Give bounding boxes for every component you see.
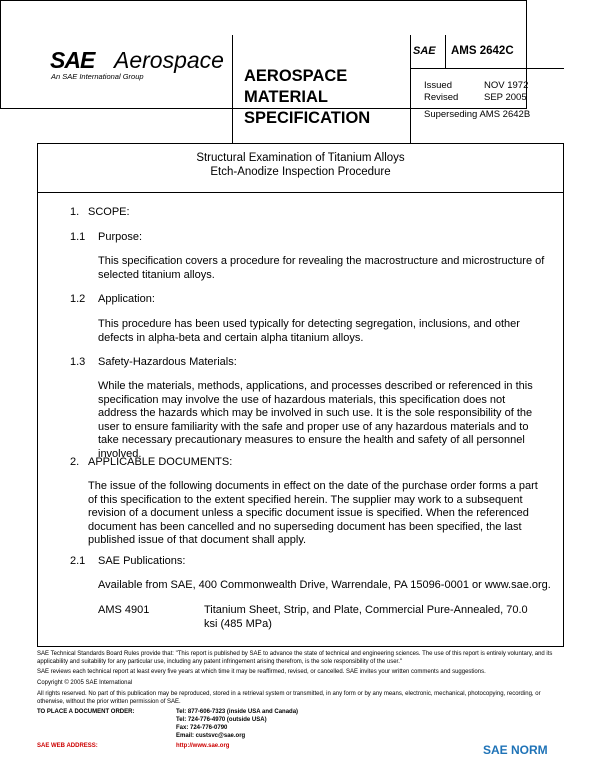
order-fax: Fax: 724-776-0790 — [176, 725, 228, 731]
section-1-title: SCOPE: — [88, 206, 130, 218]
revised-label: Revised — [424, 92, 459, 103]
issued-label: Issued — [424, 80, 452, 91]
revised-value: SEP 2005 — [484, 92, 527, 103]
spec-title-line-1: AEROSPACE — [244, 67, 348, 85]
title-separator — [37, 143, 564, 144]
aerospace-logo-text: Aerospace — [114, 47, 224, 73]
sae-norm-logo: SAE NORM — [483, 743, 548, 757]
footer-review: SAE reviews each technical report at least every five years at which time it may be reaffirmed, revised, or cancelled. SAE invites your written comments and suggestions. — [37, 669, 486, 675]
section-1-2-title: Application: — [98, 293, 155, 305]
doc-title-line-1: Structural Examination of Titanium Alloys — [196, 152, 405, 164]
footer-rules: SAE Technical Standards Board Rules provide that: "This report is published by SAE to advance the state of technical and engineering sciences. The use of this report is entirely voluntary, and its applicability and suitability for any particular use, including any patent infringement arising therefrom, is the sole responsibility of the user." — [37, 651, 553, 665]
section-1-1-title: Purpose: — [98, 231, 143, 243]
body-separator — [37, 192, 564, 193]
spec-title-line-3: SPECIFICATION — [244, 109, 371, 127]
web-address-label: SAE WEB ADDRESS: — [37, 743, 98, 749]
section-1-2-number: 1.2 — [70, 293, 86, 305]
sae-logo: SAE — [50, 47, 95, 73]
section-1-3-title: Safety-Hazardous Materials: — [98, 356, 237, 368]
spec-title-line-2: MATERIAL — [244, 88, 329, 106]
section-1-number: 1. — [70, 206, 80, 218]
footer-rights: All rights reserved. No part of this publication may be reproduced, stored in a retrieval system or transmitted, in any form or by any means, electronic, mechanical, photocopying, recording, or otherwise, without the prior written permission of SAE. — [37, 691, 541, 705]
logo-subtitle: An SAE International Group — [51, 72, 144, 81]
right-border — [563, 143, 564, 646]
spec-title — [244, 66, 370, 129]
section-2-title: APPLICABLE DOCUMENTS: — [88, 456, 233, 468]
section-2-1-number: 2.1 — [70, 555, 86, 567]
header-divider-4 — [410, 68, 564, 69]
section-2-1-text: Available from SAE, 400 Commonwealth Drive, Warrendale, PA 15096-0001 or www.sae.org. — [98, 579, 551, 591]
section-2-number: 2. — [70, 456, 80, 468]
order-phone-usa: Tel: 877-606-7323 (inside USA and Canada) — [176, 709, 299, 715]
footer-copyright: Copyright © 2005 SAE International — [37, 680, 133, 686]
footer-separator — [37, 646, 564, 647]
order-email[interactable]: Email: custsvc@sae.org — [176, 733, 246, 739]
ams-number: AMS 2642C — [451, 45, 514, 57]
left-border — [37, 143, 38, 646]
section-1-2-text: This procedure has been used typically for detecting segregation, inclusions, and other defects in alpha-beta and certain alpha titanium alloys. — [98, 318, 520, 344]
doc-title-line-2: Etch-Anodize Inspection Procedure — [210, 166, 391, 178]
web-address-link[interactable]: http://www.sae.org — [176, 743, 230, 749]
header-divider-3 — [445, 35, 446, 68]
reference-id: AMS 4901 — [98, 604, 150, 616]
section-1-3-number: 1.3 — [70, 356, 86, 368]
section-1-1-text: This specification covers a procedure for revealing the macrostructure and microstructure of selected titanium alloys. — [98, 255, 545, 281]
sae-mini-logo: SAE — [413, 45, 436, 57]
issued-value: NOV 1972 — [484, 80, 529, 91]
header-divider-1 — [232, 35, 233, 144]
section-1-3-text: While the materials, methods, applications, and processes described or referenced in this specification may involve the use of hazardous materials, this specification does not address the hazards which may be involved in such use. It is the sole responsibility of the user to ensure familiarity with the safe and proper use of any hazardous materials and to take necessary precautionary measures to ensure the health and safety of all personnel involved. — [98, 380, 533, 460]
section-1-1-number: 1.1 — [70, 231, 86, 243]
section-2-1-title: SAE Publications: — [98, 555, 186, 567]
header-divider-2 — [410, 35, 411, 144]
order-phone-intl: Tel: 724-776-4970 (outside USA) — [176, 717, 267, 723]
section-2-text: The issue of the following documents in effect on the date of the purchase order forms a part of this specification to the extent specified herein. The supplier may work to a subsequent revision of a document unless a specific document issue is specified. When the referenced document has been cancelled and no superseding document has been specified, the last published issue of that document shall apply. — [88, 480, 538, 546]
superseding-note: Superseding AMS 2642B — [424, 109, 531, 120]
order-label: TO PLACE A DOCUMENT ORDER: — [37, 709, 135, 715]
reference-title: Titanium Sheet, Strip, and Plate, Commercial Pure-Annealed, 70.0 ksi (485 MPa) — [204, 604, 528, 630]
